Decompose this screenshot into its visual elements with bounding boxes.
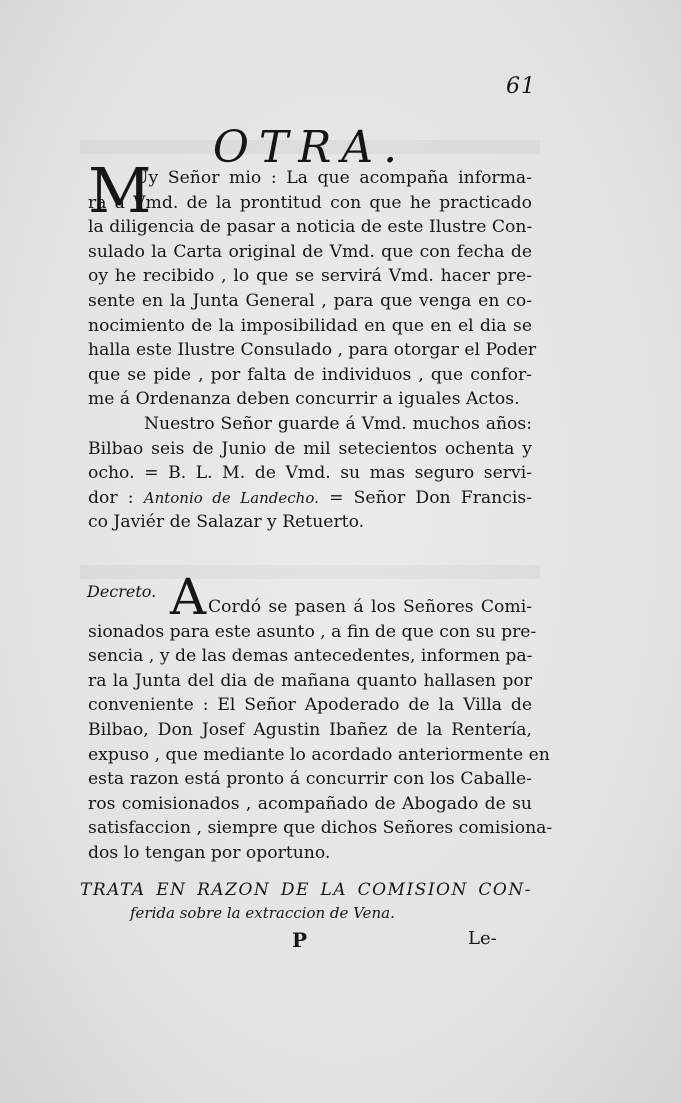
page-title: OTRA. — [212, 122, 408, 173]
decree-line: expuso , que mediante lo acordado anteriormente en — [88, 744, 550, 765]
letter-line: Uy Señor mio : La que acompaña informa- — [134, 168, 532, 188]
letter-line: oy he recibido , lo que se servirá Vmd. hacer pre- — [88, 266, 532, 287]
decree-line: dos lo tengan por oportuno. — [88, 842, 331, 863]
letter-line: ra a Vmd. de la prontitud con que he practicado — [88, 192, 532, 213]
decree-body — [88, 595, 553, 866]
decree-line: Cordó se pasen á los Señores Comi- — [208, 597, 532, 617]
catchword: Le- — [468, 928, 497, 949]
decree-line: Bilbao, Don Josef Agustin Ibañez de la Rentería, — [88, 719, 532, 740]
letter-line-suffix: = Señor Don Francis- — [329, 487, 532, 508]
decree-line: esta razon está pronto á concurrir con los Caballe- — [88, 769, 532, 790]
decree-line: sionados para este asunto , a fin de que con su pre- — [88, 621, 537, 642]
letter-line: Nuestro Señor guarde á Vmd. muchos años: — [144, 413, 532, 434]
letter-line: halla este Ilustre Consulado , para otorgar el Poder — [88, 340, 537, 361]
section-subheading: ferida sobre la extraccion de Vena. — [130, 904, 395, 922]
letter-line: que se pide , por falta de individuos , que confor- — [88, 364, 532, 385]
decree-line: ros comisionados , acompañado de Abogado de su — [88, 793, 532, 814]
letter-line: me á Ordenanza deben concurrir a iguales Actos. — [88, 389, 520, 410]
letter-line: co Javiér de Salazar y Retuerto. — [88, 512, 365, 533]
signature-mark: P — [292, 928, 308, 952]
page-number: 61 — [506, 74, 536, 99]
letter-line: ocho. = B. L. M. de Vmd. su mas seguro servi- — [88, 463, 532, 484]
letter-line: sulado la Carta original de Vmd. que con fecha de — [88, 241, 532, 262]
signer-name: Antonio de Landecho. — [143, 488, 319, 507]
letter-dropcap: M — [88, 154, 152, 227]
decree-line: conveniente : El Señor Apoderado de la Villa de — [88, 695, 532, 716]
section-heading: TRATA EN RAZON DE LA COMISION CON- — [80, 880, 532, 900]
letter-body — [88, 166, 537, 535]
letter-line-prefix: dor : — [88, 487, 134, 508]
decree-label: Decreto. — [87, 582, 157, 601]
letter-line: Bilbao seis de Junio de mil setecientos ochenta y — [88, 438, 532, 459]
letter-line-signature — [88, 486, 532, 511]
letter-line: sente en la Junta General , para que venga en co- — [88, 290, 532, 311]
letter-line: la diligencia de pasar a noticia de este Ilustre Con- — [88, 217, 533, 238]
show-through-shadow — [80, 565, 540, 579]
decree-line: sencia , y de las demas antecedentes, informen pa- — [88, 646, 533, 667]
decree-line: satisfaccion , siempre que dichos Señores comisiona- — [88, 818, 553, 839]
decree-dropcap: A — [170, 568, 207, 626]
letter-line: nocimiento de la imposibilidad en que en el dia se — [88, 315, 532, 336]
decree-line: ra la Junta del dia de mañana quanto hallasen por — [88, 670, 532, 691]
